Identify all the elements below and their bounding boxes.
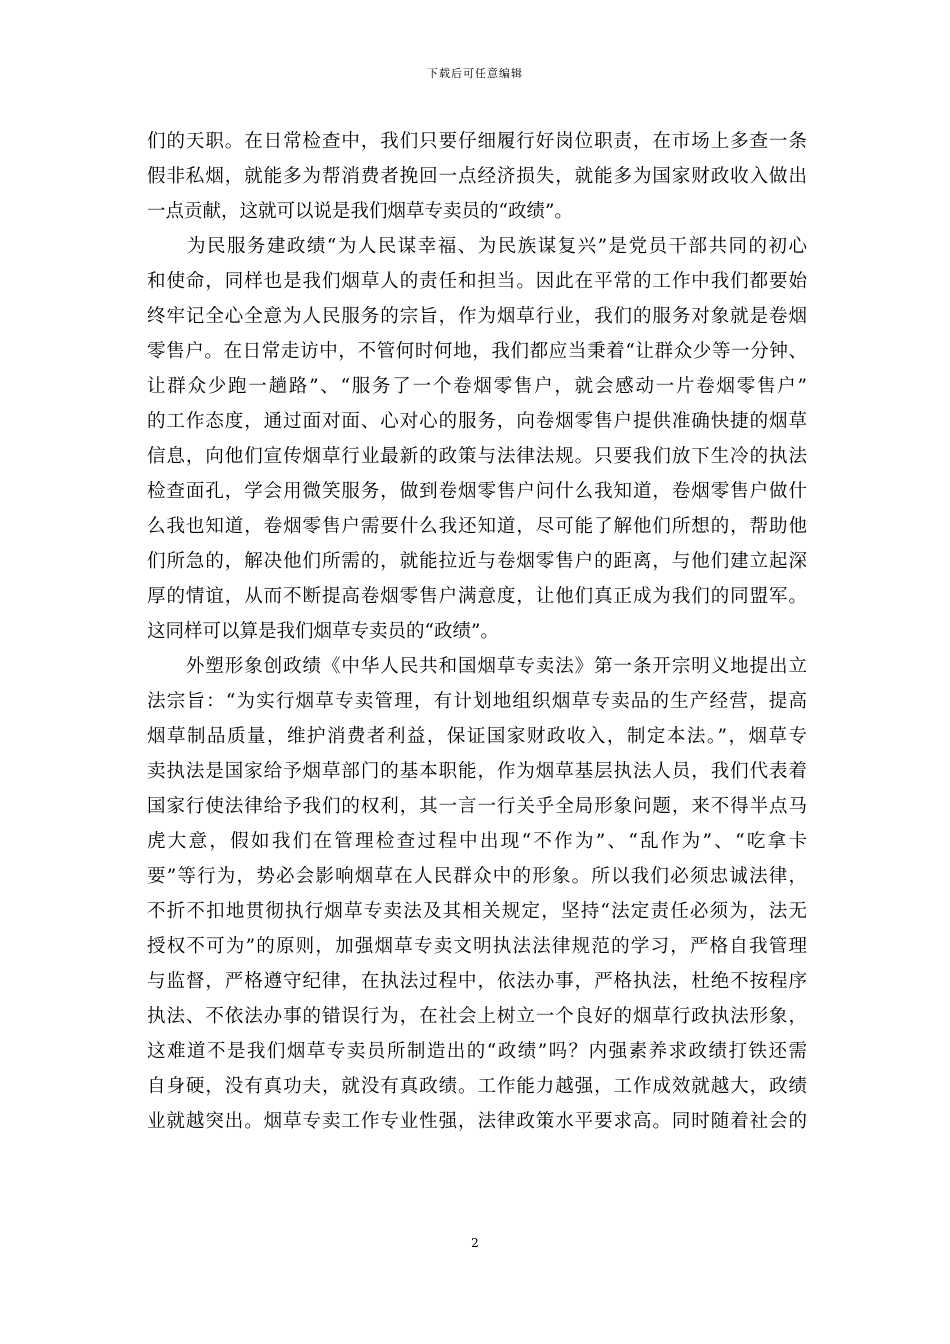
text-line: 这难道不是我们烟草专卖员所制造出的“政绩”吗？内强素养求政绩打铁还需 — [147, 1041, 807, 1062]
text-line: 假非私烟，就能多为帮消费者挽回一点经济损失，就能多为国家财政收入做出 — [147, 166, 807, 187]
text-line: 要”等行为，势必会影响烟草在人民群众中的形象。所以我们必须忠诚法律， — [147, 866, 807, 887]
text-line: 与监督，严格遵守纪律，在执法过程中，依法办事，严格执法，杜绝不按程序 — [147, 971, 807, 992]
text-line: 执法、不依法办事的错误行为，在社会上树立一个良好的烟草行政执法形象， — [147, 1006, 807, 1027]
text-line: 终牢记全心全意为人民服务的宗旨，作为烟草行业，我们的服务对象就是卷烟 — [147, 306, 807, 327]
text-line: 厚的情谊，从而不断提高卷烟零售户满意度，让他们真正成为我们的同盟军。 — [147, 586, 807, 607]
text-line: 么我也知道，卷烟零售户需要什么我还知道，尽可能了解他们所想的，帮助他 — [147, 516, 807, 537]
text-line: 不折不扣地贯彻执行烟草专卖法及其相关规定，坚持“法定责任必须为，法无 — [147, 901, 807, 922]
body-text — [147, 124, 807, 1139]
text-line: 虎大意，假如我们在管理检查过程中出现“不作为”、“乱作为”、“吃拿卡 — [147, 831, 807, 852]
page-number: 2 — [471, 1236, 479, 1250]
text-line: 们所急的，解决他们所需的，就能拉近与卷烟零售户的距离，与他们建立起深 — [147, 551, 807, 572]
text-line: 外塑形象创政绩《中华人民共和国烟草专卖法》第一条开宗明义地提出立 — [147, 656, 807, 677]
page-header: 下载后可任意编辑 — [427, 67, 523, 80]
text-line: 信息，向他们宣传烟草行业最新的政策与法律法规。只要我们放下生冷的执法 — [147, 446, 807, 467]
text-line: 自身硬，没有真功夫，就没有真政绩。工作能力越强，工作成效就越大，政绩 — [147, 1076, 807, 1097]
text-line: 烟草制品质量，维护消费者利益，保证国家财政收入，制定本法。”，烟草专 — [147, 726, 807, 747]
text-line: 授权不可为”的原则，加强烟草专卖文明执法法律规范的学习，严格自我管理 — [147, 936, 807, 957]
text-line: 卖执法是国家给予烟草部门的基本职能，作为烟草基层执法人员，我们代表着 — [147, 761, 807, 782]
text-line: 这同样可以算是我们烟草专卖员的“政绩”。 — [147, 621, 499, 642]
text-line: 一点贡献，这就可以说是我们烟草专卖员的“政绩”。 — [147, 201, 573, 222]
text-line: 们的天职。在日常检查中，我们只要仔细履行好岗位职责，在市场上多查一条 — [147, 131, 807, 152]
text-line: 检查面孔，学会用微笑服务，做到卷烟零售户问什么我知道，卷烟零售户做什 — [147, 481, 807, 502]
text-line: 法宗旨：“为实行烟草专卖管理，有计划地组织烟草专卖品的生产经营，提高 — [147, 691, 807, 712]
text-line: 让群众少跑一趟路”、“服务了一个卷烟零售户，就会感动一片卷烟零售户” — [147, 376, 807, 397]
text-line: 和使命，同样也是我们烟草人的责任和担当。因此在平常的工作中我们都要始 — [147, 271, 807, 292]
text-line: 的工作态度，通过面对面、心对心的服务，向卷烟零售户提供准确快捷的烟草 — [147, 411, 807, 432]
text-line: 为民服务建政绩“为人民谋幸福、为民族谋复兴”是党员干部共同的初心 — [147, 236, 807, 257]
text-line: 业就越突出。烟草专卖工作专业性强，法律政策水平要求高。同时随着社会的 — [147, 1111, 807, 1132]
text-line: 国家行使法律给予我们的权利，其一言一行关乎全局形象问题，来不得半点马 — [147, 796, 807, 817]
text-line: 零售户。在日常走访中，不管何时何地，我们都应当秉着“让群众少等一分钟、 — [147, 341, 807, 362]
